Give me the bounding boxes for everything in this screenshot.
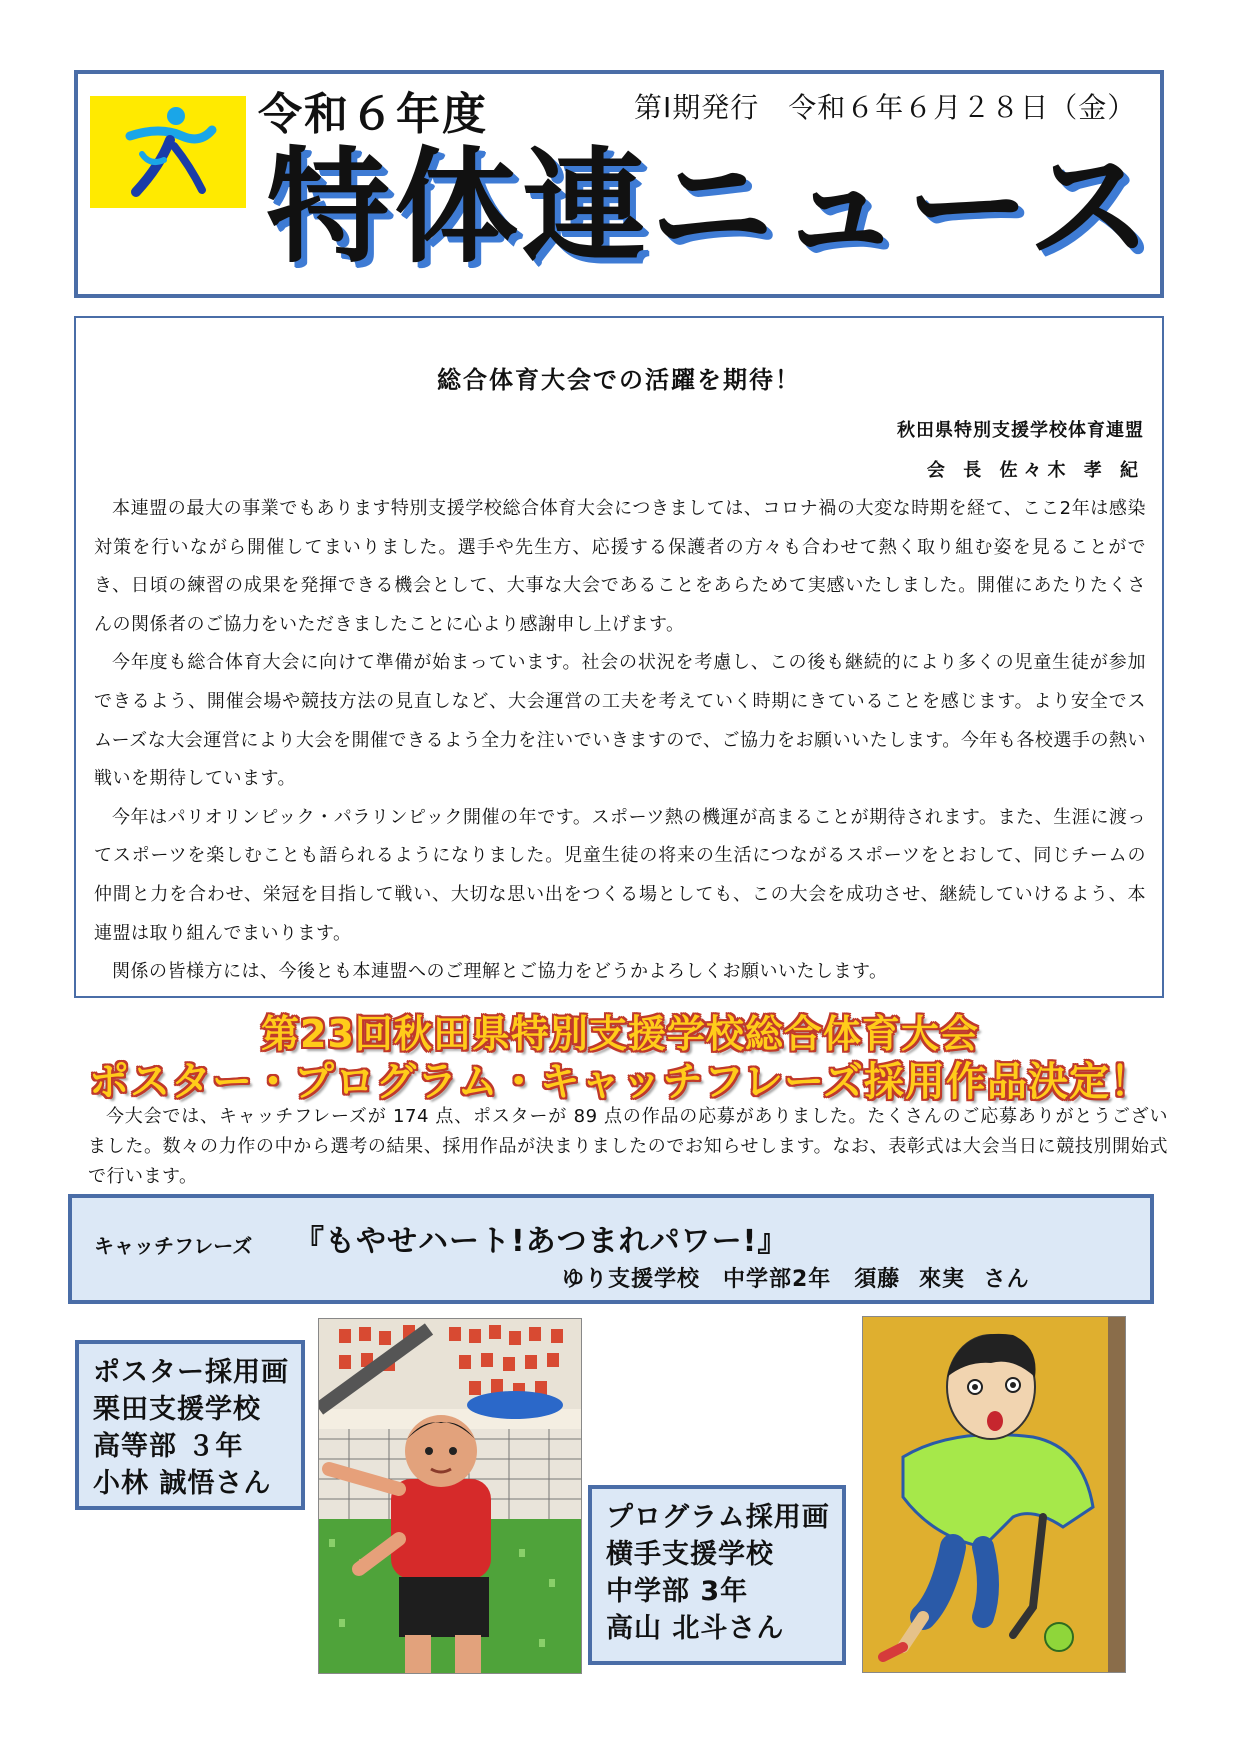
message-author: 会 長 佐々木 孝 紀 — [926, 460, 1144, 481]
poster-award-grade: 高等部 ３年 — [93, 1431, 244, 1462]
poster-award-box — [75, 1340, 305, 1510]
contest-intro — [88, 1102, 1168, 1192]
contest-title-line2: ポスター・プログラム・キャッチフレーズ採用作品決定！ — [89, 1059, 1151, 1105]
program-artwork-image — [862, 1316, 1126, 1673]
newsletter-title: 特体連ニュース — [266, 136, 1156, 280]
program-award-box — [588, 1485, 846, 1665]
message-paragraph: 今年はパリオリンピック・パラリンピック開催の年です。スポーツ熱の機運が高まることが期待されます。また、生涯に渡ってスポーツを楽しむことも語られるようになりました。児童生徒の将来の生活につながるスポーツをとおして、同じチームの仲間と力を合わせ、栄冠を目指して戦い、大切な思い出をつくる場としても、この大会を成功させ、継続していけるよう、本連盟は取り組んでまいります。 — [94, 806, 1146, 944]
poster-artwork-image — [318, 1318, 582, 1674]
message-paragraph: 関係の皆様方には、今後とも本連盟へのご理解とご協力をどうかよろしくお願いいたします。 — [112, 961, 888, 983]
message-paragraph: 本連盟の最大の事業でもあります特別支援学校総合体育大会につきましては、コロナ禍の大変な時期を経て、ここ2年は感染対策を行いながら開催してまいりました。選手や先生方、応援する保護者の方々も合わせて熱く取り組む姿を見ることができ、日頃の練習の成果を発揮できる機会として、大事な大会であることをあらためて実感いたしました。開催にあたりたくさんの関係者のご協力をいただきましたことに心より感謝申し上げます。 — [94, 498, 1146, 635]
catchphrase-text: 『もやせハート!あつまれパワー!』 — [294, 1224, 789, 1259]
program-award-name: 高山 北斗さん — [606, 1613, 785, 1644]
president-message-box — [74, 316, 1164, 998]
program-award-grade: 中学部 3年 — [606, 1576, 749, 1607]
contest-title-line1: 第23回秋田県特別支援学校総合体育大会 — [261, 1012, 979, 1056]
catchphrase-winner: ゆり支援学校 中学部2年 須藤 來実 さん — [562, 1267, 1030, 1292]
poster-award-name: 小林 誠悟さん — [93, 1468, 272, 1499]
catchphrase-box — [68, 1194, 1154, 1304]
message-body — [94, 490, 1146, 992]
poster-award-title: ポスター採用画 — [93, 1357, 289, 1388]
message-organization: 秋田県特別支援学校体育連盟 — [897, 420, 1144, 441]
contest-intro-text: 今大会では、キャッチフレーズが 174 点、ポスターが 89 点の作品の応募がありました。たくさんのご応募ありがとうございました。数々の力作の中から選考の結果、採用作品が決まりましたのでお知らせします。なお、表彰式は大会当日に競技別開始式で行います。 — [88, 1106, 1168, 1187]
program-award-school: 横手支援学校 — [606, 1539, 774, 1570]
masthead — [74, 70, 1164, 298]
program-award-title: プログラム採用画 — [606, 1502, 830, 1533]
issue-date: 第Ⅰ期発行 令和６年６月２８日（金） — [634, 91, 1137, 124]
message-heading: 総合体育大会での活躍を期待！ — [437, 366, 801, 394]
catchphrase-label: キャッチフレーズ — [94, 1234, 253, 1258]
year-title: 令和６年度 — [258, 89, 488, 140]
message-paragraph: 今年度も総合体育大会に向けて準備が始まっています。社会の状況を考慮し、この後も継続的により多くの児童生徒が参加できるよう、開催会場や競技方法の見直しなど、大会運営の工夫を考えていく時期にきていることを感じます。より安全でスムーズな大会運営により大会を開催できるよう全力を注いでいきますので、ご協力をお願いいたします。今年も各校選手の熱い戦いを期待しています。 — [94, 652, 1146, 790]
federation-logo-icon — [90, 96, 246, 208]
poster-award-school: 栗田支援学校 — [93, 1394, 261, 1425]
